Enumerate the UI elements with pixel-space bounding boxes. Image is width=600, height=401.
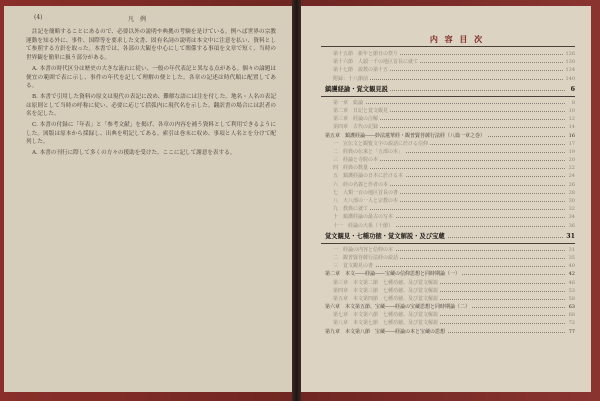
- toc-list: [321, 50, 575, 336]
- paragraph: 註記を簡略することにあるので、必要以外の説明や典拠の考験を是けている。例へば世界の宗教運動を知る外に、事件、国際等を要求した文書、固有名詞の説明は本文中に注意を払い、資料として参照する方針を取った。本書では、各部の大観を中心にして関係する事項を文章で短く、当時の世界観を簡単に扱う部分がある。: [26, 29, 276, 62]
- toc-entry: [321, 287, 575, 295]
- toc-entry-page: 19: [568, 148, 575, 155]
- toc-entry-title: 五 鎮護経論の日本に於ける本: [333, 173, 404, 180]
- toc-entry: [321, 156, 575, 164]
- toc-entry-page: 22: [568, 165, 575, 172]
- toc-entry: [321, 303, 575, 311]
- toc-entry-title: 第二章 日記と覚文観見: [333, 107, 389, 114]
- toc-entry-page: 140: [565, 75, 575, 82]
- toc-entry-page: 26: [568, 181, 575, 188]
- toc-entry-page: 58: [568, 295, 575, 302]
- toc-entry-page: 28: [568, 189, 575, 196]
- toc-entry: [321, 279, 575, 287]
- toc-entry-title: 一 宣伝文と観覧文字の説話に於ける信仰: [333, 140, 429, 147]
- toc-entry-page: 134: [565, 67, 575, 74]
- toc-entry: [321, 99, 575, 107]
- toc-entry-title: 第十五節 新年と節日の祭り: [333, 51, 399, 57]
- toc-entry-page: 77: [568, 328, 575, 335]
- toc-section-heading: [321, 230, 575, 243]
- toc-entry-page: 32: [568, 206, 575, 213]
- toc-entry-page: 36: [568, 222, 575, 229]
- toc-entry-page: 20: [568, 157, 575, 164]
- toc-entry-page: 35: [568, 254, 575, 261]
- toc-entry-title: 第九章 本文第八節 宝蔵――経論の本と宝蔵の思想: [325, 328, 446, 335]
- section-rule: [321, 243, 575, 244]
- toc-entry-title: 十 鎮護経論の最古の写本: [333, 214, 394, 221]
- toc-entry-title: 第二章 本文――経論――宝蔵の信仰思想と同時期論（一）: [325, 271, 461, 278]
- left-page: [4, 6, 292, 392]
- section-rule: [321, 96, 575, 97]
- toc-entry-title: 第五章 本文第四節 七種功徳、及び覚文解説: [333, 295, 439, 302]
- toc-entry-title: 六 経の名義と作者の本: [333, 181, 389, 188]
- toc-entry-title: 十一 経論の大系（十節）: [333, 222, 394, 229]
- toc-entry: [321, 328, 575, 336]
- toc-entry-title: 二 経典の伝来と「五部の本」: [333, 148, 404, 155]
- toc-entry-title: 第八章 本文第七節 七種功徳、及び覚文解説: [333, 320, 439, 327]
- toc-entry-title: 鎮護経論・覚文観見説: [325, 83, 390, 96]
- paragraph: B. 本書で引用した資料の原文は現代の表記に改め、難解な語には注を付した。地名・人名の表記は原則として当時の呼称に従い、必要に応じて括弧内に現代名を示した。翻訳書の場合には訳者の名を記した。: [26, 93, 276, 118]
- toc-entry-title: 四 経典の数量: [333, 165, 369, 172]
- toc-entry-page: 17: [568, 140, 575, 147]
- toc-entry: [321, 172, 575, 180]
- toc-entry-title: 第十七節 説教の第十五: [333, 67, 389, 74]
- toc-entry-title: 第十六節 人頭一千の地区首長に就て: [333, 59, 419, 66]
- toc-entry: [321, 205, 575, 213]
- toc-entry-title: 第三章 経論の注解: [333, 116, 379, 123]
- toc-entry-page: 12: [568, 116, 575, 123]
- toc-entry-page: 16: [568, 132, 575, 139]
- toc-top-rule: [321, 46, 575, 47]
- toc-entry-title: 九 教典に就て: [333, 206, 369, 213]
- toc-entry-page: 6: [569, 83, 575, 96]
- toc-entry-page: 10: [568, 107, 575, 114]
- toc-entry: [321, 246, 575, 254]
- paragraph: C. 本書の付録に「年表」と「参考文献」を掲げ、各章の内容を補う資料として利用できるようにした。図版は原本から採録し、出典を明記してある。索引は巻末に収め、事項と人名とを分けて配列した。: [26, 122, 276, 146]
- paragraph: A. 本書の時代区分は歴史の大きな流れに従い、一般の年代表記と異なる点がある。個々の論題は便宜の範囲で表に示し、事件の年代を記して理解の便とした。各章の記述は時代順に配置してある。: [26, 65, 276, 90]
- toc-entry-page: 130: [565, 59, 575, 66]
- toc-entry: [321, 319, 575, 327]
- toc-entry-page: 31: [568, 246, 575, 253]
- book-gutter: [292, 0, 301, 401]
- toc-entry-page: 63: [568, 304, 575, 311]
- toc-entry: [321, 197, 575, 205]
- toc-entry-title: 七 人類一百の地区首長の書: [333, 189, 399, 196]
- toc-entry: [321, 295, 575, 303]
- toc-entry-title: 第六章 本文第五節、宝蔵――経論の宝蔵思想と同時期論（二）: [325, 304, 471, 311]
- toc-entry-page: 24: [568, 173, 575, 180]
- toc-entry-page: 8: [571, 99, 575, 106]
- toc-entry-page: 53: [568, 287, 575, 294]
- toc-entry: [321, 254, 575, 262]
- toc-entry: [321, 270, 575, 278]
- toc-entry-page: 46: [568, 279, 575, 286]
- left-page-number: (4): [34, 14, 43, 21]
- toc-entry: [321, 311, 575, 319]
- toc-entry: [321, 115, 575, 123]
- toc-entry: [321, 262, 575, 270]
- toc-entry: [321, 164, 575, 172]
- toc-entry-title: 第三章 本文第二節 七種功徳、及び覚文解説: [333, 279, 439, 286]
- toc-entry-page: 31: [564, 230, 575, 243]
- toc-leader-dots: [333, 103, 565, 104]
- toc-entry: [321, 66, 575, 74]
- toc-entry: [321, 222, 575, 230]
- toc-entry-title: 第七章 本文第六節 七種功徳、及び覚文解説: [333, 312, 439, 319]
- toc-entry: [321, 132, 575, 140]
- toc-entry: [321, 213, 575, 221]
- toc-entry: [321, 50, 575, 58]
- toc-entry: [321, 148, 575, 156]
- toc-entry-title: 八 大八部の一人と宗教の本: [333, 198, 399, 204]
- toc-entry: [321, 181, 575, 189]
- toc-entry-page: 34: [568, 214, 575, 221]
- toc-entry-page: 40: [568, 263, 575, 270]
- toc-entry-title: 三 経論と寺院の本: [333, 157, 379, 164]
- toc-entry-title: 二 観普賢菩薩行法経の説話: [333, 254, 399, 261]
- toc-entry-page: 68: [568, 312, 575, 319]
- toc-entry: [321, 140, 575, 148]
- toc-entry-title: 第一章 総論: [333, 99, 364, 106]
- toc-entry-page: 42: [568, 271, 575, 278]
- toc-entry-title: 三 覚文観見の書: [333, 263, 374, 270]
- toc-entry-title: 第四章 本文第三節 七種功徳、及び覚文解説: [333, 287, 439, 294]
- toc-title: 内 容 目 次: [429, 34, 485, 44]
- toc-entry-title: 覚文観見・七種功徳・覚文解説・及び宝蔵: [325, 230, 447, 243]
- toc-entry-title: 附録：十八節前: [333, 75, 369, 82]
- paragraph: A. 本書の刊行に際して多くの方々の援助を受けた。ここに記して謝意を表する。: [32, 150, 236, 157]
- toc-entry-page: 14: [568, 124, 575, 131]
- toc-entry-page: 30: [568, 198, 575, 204]
- left-body-text: [26, 28, 276, 160]
- toc-entry-title: 第五章 鎮護経論――妙法蓮華経・観普賢菩薩行法経（八篇一章之巻）: [325, 132, 486, 139]
- toc-entry: [321, 123, 575, 131]
- right-page: [301, 6, 591, 392]
- toc-entry-title: 第四章 古代の記録: [333, 124, 379, 131]
- toc-entry-page: 126: [565, 51, 575, 57]
- toc-entry: [321, 107, 575, 115]
- toc-entry: [321, 75, 575, 83]
- toc-entry: [321, 58, 575, 66]
- toc-entry-page: 72: [568, 320, 575, 327]
- toc-section-heading: [321, 83, 575, 96]
- left-running-title: 凡 例: [128, 16, 147, 23]
- toc-entry: [321, 189, 575, 197]
- toc-entry-title: 一 経論の内容と信仰の本: [333, 246, 394, 253]
